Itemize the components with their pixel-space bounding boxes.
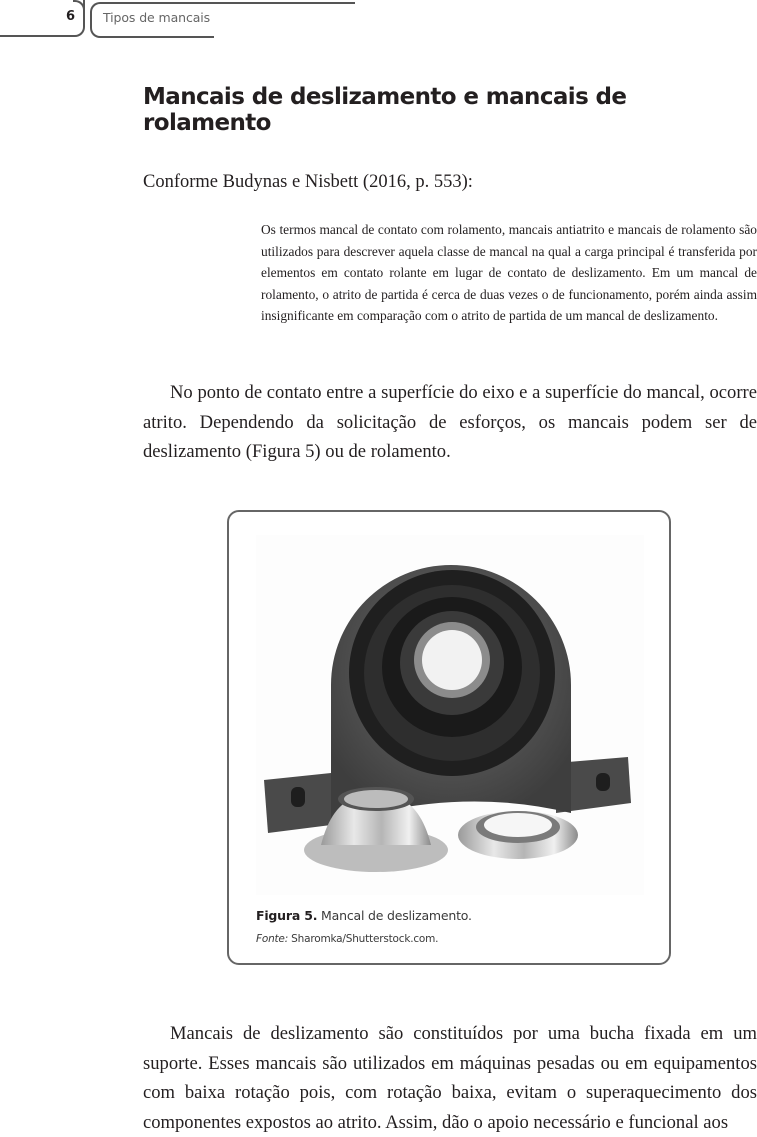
figure-source [256, 933, 438, 945]
figure-label: Figura 5. [256, 908, 318, 923]
section-title: Mancais de deslizamento e mancais de rolamento [143, 84, 627, 136]
block-quote: Os termos mancal de contato com rolamento, mancais antiatrito e mancais de rolamento são utilizados para descrever aquela classe de mancal na qual a carga principal é transferida por elementos em contato rolante em lugar de contato de deslizamento. Em um mancal de rolamento, o atrito de partida é cerca de duas vezes o de funcionamento, porém ainda assim insignificante em comparação com o atrito de partida de um mancal de deslizamento. [261, 222, 757, 323]
body-paragraph-2: Mancais de deslizamento são constituídos por uma bucha fixada em um suporte. Esses mancais são utilizados em máquinas pesadas ou em equipamentos com baixa rotação pois, com rotação baixa, evitam o superaquecimento dos componentes expostos ao atrito. Assim, dão o apoio necessário e funcional aos [143, 1023, 757, 1133]
page-number-box [0, 0, 85, 37]
figure-source-text: Sharomka/Shutterstock.com. [288, 933, 439, 945]
figure-caption-text: Mancal de deslizamento. [317, 908, 472, 923]
page-number: 6 [65, 9, 75, 24]
chapter-title: Tipos de mancais [103, 10, 211, 25]
header-rule-bottom [100, 36, 214, 38]
figure-5 [227, 510, 671, 965]
header-bracket-bottom [90, 24, 104, 38]
bearing-photo [256, 535, 644, 895]
header-bracket-top [90, 2, 104, 16]
body-paragraph-1: No ponto de contato entre a superfície do eixo e a superfície do mancal, ocorre atrito. Dependendo da solicitação de esforços, os mancais podem ser de deslizamento (Figura 5) ou de rolamento. [143, 382, 757, 462]
figure-caption [256, 908, 472, 923]
header-rule-top [100, 2, 355, 4]
intro-citation: Conforme Budynas e Nisbett (2016, p. 553): [143, 172, 473, 192]
figure-source-label: Fonte: [256, 933, 289, 945]
pillow-block-bearing-icon [256, 535, 644, 895]
